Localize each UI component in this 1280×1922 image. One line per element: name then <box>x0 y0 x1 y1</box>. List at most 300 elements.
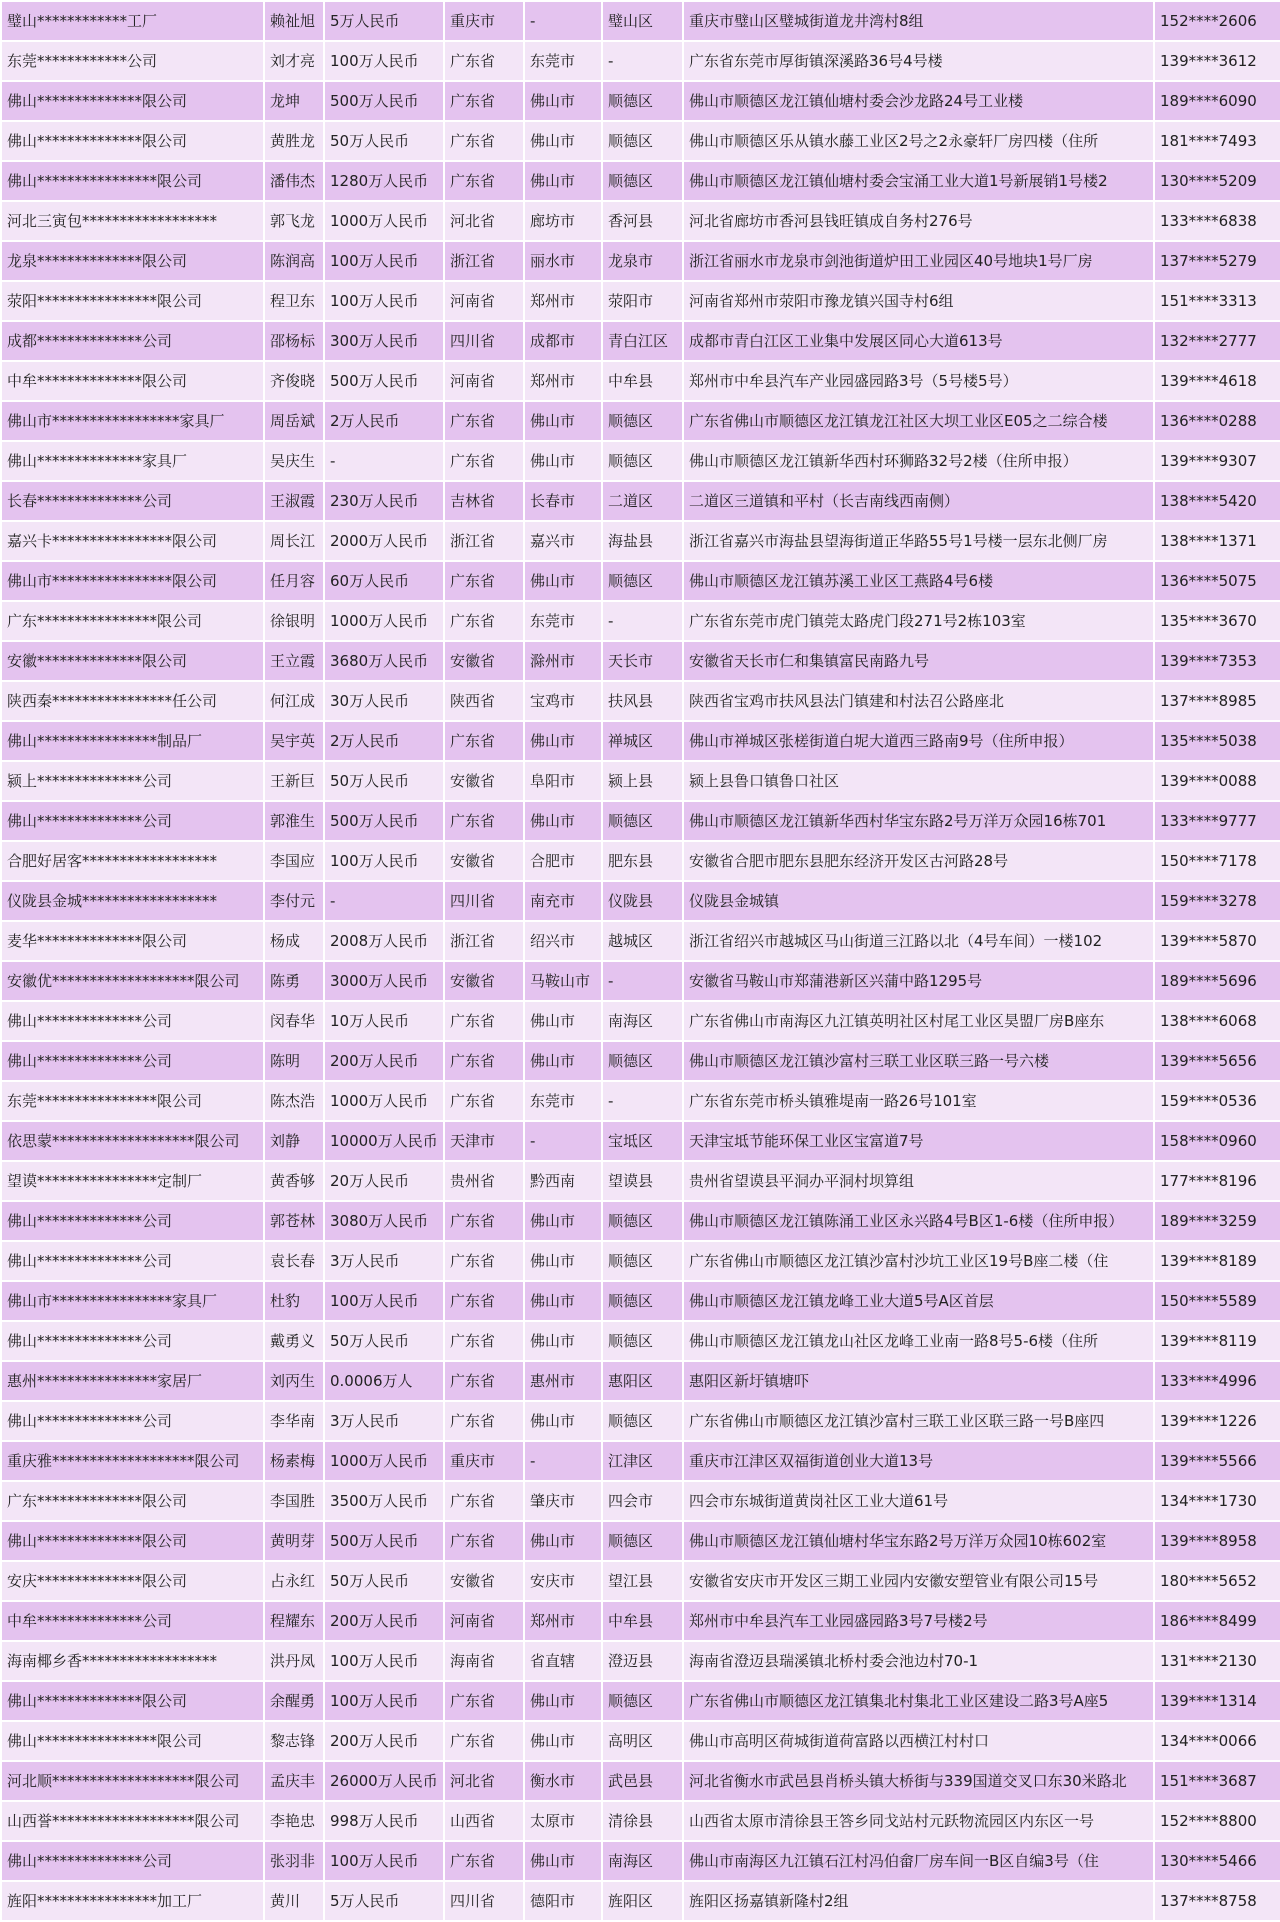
table-row <box>2 1322 1280 1360</box>
table-row <box>2 1402 1280 1440</box>
address-cell: 佛山市顺德区龙江镇龙峰工业大道5号A区首层 <box>684 1282 1153 1320</box>
city-cell: 郑州市 <box>525 362 601 400</box>
company-name-cell: 河北顺*******************限公司 <box>2 1762 263 1800</box>
phone-cell: 137****8758 <box>1155 1882 1280 1920</box>
phone-cell: 177****8196 <box>1155 1162 1280 1200</box>
address-cell: 佛山市顺德区龙江镇苏溪工业区工燕路4号6楼 <box>684 562 1153 600</box>
phone-cell: 135****3670 <box>1155 602 1280 640</box>
table-row <box>2 2 1280 40</box>
legal-person-cell: 邵杨标 <box>265 322 323 360</box>
registered-capital-cell: 10万人民币 <box>325 1002 443 1040</box>
city-cell: 东莞市 <box>525 602 601 640</box>
province-cell: 重庆市 <box>445 2 523 40</box>
registered-capital-cell: 230万人民币 <box>325 482 443 520</box>
district-cell: 顺德区 <box>603 82 682 120</box>
registered-capital-cell: 0.0006万人 <box>325 1362 443 1400</box>
district-cell: 顺德区 <box>603 1322 682 1360</box>
city-cell: - <box>525 1442 601 1480</box>
district-cell: 顺德区 <box>603 442 682 480</box>
district-cell: 顺德区 <box>603 802 682 840</box>
province-cell: 安徽省 <box>445 962 523 1000</box>
company-name-cell: 荥阳****************限公司 <box>2 282 263 320</box>
table-row <box>2 282 1280 320</box>
address-cell: 浙江省嘉兴市海盐县望海街道正华路55号1号楼一层东北侧厂房 <box>684 522 1153 560</box>
province-cell: 广东省 <box>445 602 523 640</box>
table-row <box>2 1282 1280 1320</box>
legal-person-cell: 周岳斌 <box>265 402 323 440</box>
table-row <box>2 802 1280 840</box>
city-cell: - <box>525 1122 601 1160</box>
table-row <box>2 242 1280 280</box>
city-cell: 黔西南 <box>525 1162 601 1200</box>
phone-cell: 139****7353 <box>1155 642 1280 680</box>
table-row <box>2 1122 1280 1160</box>
legal-person-cell: 黄川 <box>265 1882 323 1920</box>
city-cell: 太原市 <box>525 1802 601 1840</box>
phone-cell: 150****5589 <box>1155 1282 1280 1320</box>
company-name-cell: 旌阳****************加工厂 <box>2 1882 263 1920</box>
registered-capital-cell: 20万人民币 <box>325 1162 443 1200</box>
legal-person-cell: 郭飞龙 <box>265 202 323 240</box>
district-cell: 顺德区 <box>603 122 682 160</box>
registered-capital-cell: 500万人民币 <box>325 1522 443 1560</box>
address-cell: 重庆市璧山区璧城街道龙井湾村8组 <box>684 2 1153 40</box>
province-cell: 重庆市 <box>445 1442 523 1480</box>
registered-capital-cell: 998万人民币 <box>325 1802 443 1840</box>
phone-cell: 133****6838 <box>1155 202 1280 240</box>
phone-cell: 139****5656 <box>1155 1042 1280 1080</box>
district-cell: 香河县 <box>603 202 682 240</box>
address-cell: 广东省东莞市桥头镇雅堤南一路26号101室 <box>684 1082 1153 1120</box>
district-cell: 仪陇县 <box>603 882 682 920</box>
address-cell: 郑州市中牟县汽车产业园盛园路3号（5号楼5号） <box>684 362 1153 400</box>
province-cell: 浙江省 <box>445 242 523 280</box>
legal-person-cell: 王淑霞 <box>265 482 323 520</box>
phone-cell: 139****1226 <box>1155 1402 1280 1440</box>
district-cell: 南海区 <box>603 1002 682 1040</box>
table-row <box>2 402 1280 440</box>
city-cell: 省直辖 <box>525 1642 601 1680</box>
district-cell: 天长市 <box>603 642 682 680</box>
address-cell: 佛山市顺德区龙江镇龙山社区龙峰工业南一路8号5-6楼（住所 <box>684 1322 1153 1360</box>
address-cell: 佛山市顺德区龙江镇新华西村华宝东路2号万洋万众园16栋701 <box>684 802 1153 840</box>
district-cell: 璧山区 <box>603 2 682 40</box>
district-cell: 中牟县 <box>603 1602 682 1640</box>
district-cell: 扶风县 <box>603 682 682 720</box>
legal-person-cell: 李国胜 <box>265 1482 323 1520</box>
city-cell: 德阳市 <box>525 1882 601 1920</box>
registered-capital-cell: 100万人民币 <box>325 42 443 80</box>
phone-cell: 189****3259 <box>1155 1202 1280 1240</box>
phone-cell: 159****0536 <box>1155 1082 1280 1120</box>
province-cell: 广东省 <box>445 1042 523 1080</box>
district-cell: 青白江区 <box>603 322 682 360</box>
phone-cell: 139****5566 <box>1155 1442 1280 1480</box>
legal-person-cell: 杨素梅 <box>265 1442 323 1480</box>
address-cell: 安徽省安庆市开发区三期工业园内安徽安塑管业有限公司15号 <box>684 1562 1153 1600</box>
table-row <box>2 1162 1280 1200</box>
legal-person-cell: 赖祉旭 <box>265 2 323 40</box>
legal-person-cell: 孟庆丰 <box>265 1762 323 1800</box>
city-cell: 绍兴市 <box>525 922 601 960</box>
city-cell: - <box>525 2 601 40</box>
legal-person-cell: 何江成 <box>265 682 323 720</box>
address-cell: 仪陇县金城镇 <box>684 882 1153 920</box>
legal-person-cell: 黄胜龙 <box>265 122 323 160</box>
city-cell: 佛山市 <box>525 162 601 200</box>
table-row <box>2 1242 1280 1280</box>
city-cell: 佛山市 <box>525 1202 601 1240</box>
company-name-cell: 安徽优*******************限公司 <box>2 962 263 1000</box>
city-cell: 阜阳市 <box>525 762 601 800</box>
registered-capital-cell: 3000万人民币 <box>325 962 443 1000</box>
city-cell: 佛山市 <box>525 1002 601 1040</box>
registered-capital-cell: 100万人民币 <box>325 1642 443 1680</box>
phone-cell: 130****5209 <box>1155 162 1280 200</box>
registered-capital-cell: 2万人民币 <box>325 722 443 760</box>
registered-capital-cell: 50万人民币 <box>325 122 443 160</box>
company-name-cell: 佛山**************公司 <box>2 802 263 840</box>
district-cell: 顺德区 <box>603 1242 682 1280</box>
table-row <box>2 762 1280 800</box>
address-cell: 浙江省丽水市龙泉市剑池街道炉田工业园区40号地块1号厂房 <box>684 242 1153 280</box>
legal-person-cell: 吴庆生 <box>265 442 323 480</box>
district-cell: 顺德区 <box>603 1682 682 1720</box>
legal-person-cell: 李华南 <box>265 1402 323 1440</box>
table-row <box>2 442 1280 480</box>
phone-cell: 180****5652 <box>1155 1562 1280 1600</box>
company-name-cell: 佛山**************公司 <box>2 1402 263 1440</box>
phone-cell: 139****5870 <box>1155 922 1280 960</box>
legal-person-cell: 李付元 <box>265 882 323 920</box>
address-cell: 佛山市顺德区龙江镇陈涌工业区永兴路4号B区1-6楼（住所申报） <box>684 1202 1153 1240</box>
address-cell: 佛山市顺德区龙江镇仙塘村华宝东路2号万洋万众园10栋602室 <box>684 1522 1153 1560</box>
registered-capital-cell: 3080万人民币 <box>325 1202 443 1240</box>
city-cell: 佛山市 <box>525 1282 601 1320</box>
province-cell: 山西省 <box>445 1802 523 1840</box>
registered-capital-cell: 1000万人民币 <box>325 1082 443 1120</box>
phone-cell: 134****0066 <box>1155 1722 1280 1760</box>
district-cell: 顺德区 <box>603 1042 682 1080</box>
registered-capital-cell: 100万人民币 <box>325 1282 443 1320</box>
district-cell: 望谟县 <box>603 1162 682 1200</box>
phone-cell: 189****5696 <box>1155 962 1280 1000</box>
city-cell: 佛山市 <box>525 1682 601 1720</box>
address-cell: 广东省东莞市虎门镇莞太路虎门段271号2栋103室 <box>684 602 1153 640</box>
company-name-cell: 望谟****************定制厂 <box>2 1162 263 1200</box>
company-name-cell: 中牟**************公司 <box>2 1602 263 1640</box>
company-name-cell: 依思蒙*******************限公司 <box>2 1122 263 1160</box>
legal-person-cell: 郭苍林 <box>265 1202 323 1240</box>
address-cell: 佛山市高明区荷城街道荷富路以西横江村村口 <box>684 1722 1153 1760</box>
address-cell: 佛山市顺德区龙江镇仙塘村委会宝涌工业大道1号新展销1号楼2 <box>684 162 1153 200</box>
registered-capital-cell: 60万人民币 <box>325 562 443 600</box>
province-cell: 广东省 <box>445 1282 523 1320</box>
registered-capital-cell: 200万人民币 <box>325 1722 443 1760</box>
legal-person-cell: 潘伟杰 <box>265 162 323 200</box>
address-cell: 佛山市顺德区龙江镇仙塘村委会沙龙路24号工业楼 <box>684 82 1153 120</box>
company-name-cell: 佛山**************公司 <box>2 1322 263 1360</box>
phone-cell: 130****5466 <box>1155 1842 1280 1880</box>
province-cell: 河北省 <box>445 1762 523 1800</box>
district-cell: - <box>603 1082 682 1120</box>
registered-capital-cell: 50万人民币 <box>325 1562 443 1600</box>
phone-cell: 150****7178 <box>1155 842 1280 880</box>
address-cell: 天津宝坻节能环保工业区宝富道7号 <box>684 1122 1153 1160</box>
table-row <box>2 1682 1280 1720</box>
address-cell: 安徽省天长市仁和集镇富民南路九号 <box>684 642 1153 680</box>
address-cell: 佛山市顺德区龙江镇沙富村三联工业区联三路一号六楼 <box>684 1042 1153 1080</box>
city-cell: 成都市 <box>525 322 601 360</box>
phone-cell: 138****6068 <box>1155 1002 1280 1040</box>
province-cell: 广东省 <box>445 722 523 760</box>
province-cell: 四川省 <box>445 882 523 920</box>
city-cell: 佛山市 <box>525 122 601 160</box>
phone-cell: 132****2777 <box>1155 322 1280 360</box>
registered-capital-cell: 500万人民币 <box>325 362 443 400</box>
registered-capital-cell: 2000万人民币 <box>325 522 443 560</box>
legal-person-cell: 洪丹凤 <box>265 1642 323 1680</box>
address-cell: 四会市东城街道黄岗社区工业大道61号 <box>684 1482 1153 1520</box>
district-cell: 望江县 <box>603 1562 682 1600</box>
company-name-cell: 嘉兴卡****************限公司 <box>2 522 263 560</box>
phone-cell: 181****7493 <box>1155 122 1280 160</box>
registered-capital-cell: 100万人民币 <box>325 282 443 320</box>
phone-cell: 131****2130 <box>1155 1642 1280 1680</box>
province-cell: 广东省 <box>445 1682 523 1720</box>
company-name-cell: 海南椰乡香****************** <box>2 1642 263 1680</box>
company-name-cell: 麦华**************限公司 <box>2 922 263 960</box>
city-cell: 佛山市 <box>525 562 601 600</box>
address-cell: 惠阳区新圩镇塘吓 <box>684 1362 1153 1400</box>
address-cell: 安徽省马鞍山市郑蒲港新区兴蒲中路1295号 <box>684 962 1153 1000</box>
address-cell: 广东省佛山市南海区九江镇英明社区村尾工业区昊盟厂房B座东 <box>684 1002 1153 1040</box>
table-row <box>2 1082 1280 1120</box>
table-row <box>2 1762 1280 1800</box>
province-cell: 广东省 <box>445 1482 523 1520</box>
company-name-cell: 龙泉**************限公司 <box>2 242 263 280</box>
legal-person-cell: 周长江 <box>265 522 323 560</box>
table-row <box>2 722 1280 760</box>
city-cell: 宝鸡市 <box>525 682 601 720</box>
registered-capital-cell: 2万人民币 <box>325 402 443 440</box>
district-cell: 武邑县 <box>603 1762 682 1800</box>
district-cell: 顺德区 <box>603 562 682 600</box>
legal-person-cell: 郭淮生 <box>265 802 323 840</box>
phone-cell: 158****0960 <box>1155 1122 1280 1160</box>
company-name-cell: 惠州****************家居厂 <box>2 1362 263 1400</box>
legal-person-cell: 任月容 <box>265 562 323 600</box>
phone-cell: 139****1314 <box>1155 1682 1280 1720</box>
province-cell: 广东省 <box>445 42 523 80</box>
city-cell: 滁州市 <box>525 642 601 680</box>
province-cell: 陕西省 <box>445 682 523 720</box>
registered-capital-cell: 3万人民币 <box>325 1402 443 1440</box>
city-cell: 佛山市 <box>525 1042 601 1080</box>
district-cell: 顺德区 <box>603 402 682 440</box>
company-name-cell: 佛山市****************家具厂 <box>2 1282 263 1320</box>
table-row <box>2 1522 1280 1560</box>
company-name-cell: 佛山****************制品厂 <box>2 722 263 760</box>
phone-cell: 139****9307 <box>1155 442 1280 480</box>
province-cell: 广东省 <box>445 1522 523 1560</box>
district-cell: 荥阳市 <box>603 282 682 320</box>
phone-cell: 139****8119 <box>1155 1322 1280 1360</box>
table-row <box>2 1482 1280 1520</box>
district-cell: 顺德区 <box>603 1282 682 1320</box>
legal-person-cell: 吴宇英 <box>265 722 323 760</box>
table-row <box>2 842 1280 880</box>
company-name-cell: 璧山************工厂 <box>2 2 263 40</box>
phone-cell: 152****2606 <box>1155 2 1280 40</box>
company-name-cell: 广东**************限公司 <box>2 1482 263 1520</box>
district-cell: 颍上县 <box>603 762 682 800</box>
phone-cell: 133****9777 <box>1155 802 1280 840</box>
province-cell: 浙江省 <box>445 522 523 560</box>
province-cell: 广东省 <box>445 1322 523 1360</box>
city-cell: 佛山市 <box>525 442 601 480</box>
company-name-cell: 佛山**************公司 <box>2 1842 263 1880</box>
address-cell: 二道区三道镇和平村（长吉南线西南侧） <box>684 482 1153 520</box>
company-name-cell: 颍上**************公司 <box>2 762 263 800</box>
registered-capital-cell: 1280万人民币 <box>325 162 443 200</box>
table-row <box>2 1842 1280 1880</box>
phone-cell: 186****8499 <box>1155 1602 1280 1640</box>
city-cell: 马鞍山市 <box>525 962 601 1000</box>
province-cell: 广东省 <box>445 1082 523 1120</box>
company-name-cell: 佛山**************公司 <box>2 1242 263 1280</box>
city-cell: 佛山市 <box>525 402 601 440</box>
province-cell: 海南省 <box>445 1642 523 1680</box>
registered-capital-cell: 1000万人民币 <box>325 602 443 640</box>
company-name-cell: 佛山**************公司 <box>2 1002 263 1040</box>
province-cell: 广东省 <box>445 1722 523 1760</box>
phone-cell: 139****3612 <box>1155 42 1280 80</box>
registered-capital-cell: 500万人民币 <box>325 802 443 840</box>
legal-person-cell: 余醒勇 <box>265 1682 323 1720</box>
city-cell: 佛山市 <box>525 1842 601 1880</box>
legal-person-cell: 袁长春 <box>265 1242 323 1280</box>
province-cell: 安徽省 <box>445 642 523 680</box>
legal-person-cell: 黄香够 <box>265 1162 323 1200</box>
legal-person-cell: 刘才亮 <box>265 42 323 80</box>
legal-person-cell: 杜豹 <box>265 1282 323 1320</box>
table-row <box>2 882 1280 920</box>
legal-person-cell: 王立霞 <box>265 642 323 680</box>
district-cell: 四会市 <box>603 1482 682 1520</box>
province-cell: 广东省 <box>445 402 523 440</box>
legal-person-cell: 张羽非 <box>265 1842 323 1880</box>
city-cell: 肇庆市 <box>525 1482 601 1520</box>
address-cell: 佛山市顺德区龙江镇新华西村环狮路32号2楼（住所申报） <box>684 442 1153 480</box>
registered-capital-cell: 100万人民币 <box>325 1682 443 1720</box>
legal-person-cell: 黎志锋 <box>265 1722 323 1760</box>
registered-capital-cell: 50万人民币 <box>325 1322 443 1360</box>
registered-capital-cell: 200万人民币 <box>325 1602 443 1640</box>
province-cell: 广东省 <box>445 802 523 840</box>
district-cell: 清徐县 <box>603 1802 682 1840</box>
table-row <box>2 202 1280 240</box>
phone-cell: 152****8800 <box>1155 1802 1280 1840</box>
company-name-cell: 陕西秦****************任公司 <box>2 682 263 720</box>
table-row <box>2 562 1280 600</box>
registered-capital-cell: 26000万人民币 <box>325 1762 443 1800</box>
province-cell: 安徽省 <box>445 842 523 880</box>
company-name-cell: 佛山****************限公司 <box>2 162 263 200</box>
phone-cell: 136****0288 <box>1155 402 1280 440</box>
province-cell: 安徽省 <box>445 762 523 800</box>
city-cell: 嘉兴市 <box>525 522 601 560</box>
province-cell: 广东省 <box>445 1842 523 1880</box>
registered-capital-cell: 2008万人民币 <box>325 922 443 960</box>
province-cell: 河南省 <box>445 282 523 320</box>
address-cell: 成都市青白江区工业集中发展区同心大道613号 <box>684 322 1153 360</box>
registered-capital-cell: 10000万人民币 <box>325 1122 443 1160</box>
city-cell: 佛山市 <box>525 1242 601 1280</box>
district-cell: 宝坻区 <box>603 1122 682 1160</box>
company-name-cell: 佛山市****************限公司 <box>2 562 263 600</box>
address-cell: 佛山市顺德区乐从镇水藤工业区2号之2永豪轩厂房四楼（住所 <box>684 122 1153 160</box>
company-name-cell: 佛山**************公司 <box>2 1202 263 1240</box>
registered-capital-cell: 300万人民币 <box>325 322 443 360</box>
city-cell: 廊坊市 <box>525 202 601 240</box>
district-cell: 澄迈县 <box>603 1642 682 1680</box>
phone-cell: 137****8985 <box>1155 682 1280 720</box>
address-cell: 颍上县鲁口镇鲁口社区 <box>684 762 1153 800</box>
address-cell: 浙江省绍兴市越城区马山街道三江路以北（4号车间）一楼102 <box>684 922 1153 960</box>
address-cell: 重庆市江津区双福街道创业大道13号 <box>684 1442 1153 1480</box>
company-name-cell: 重庆雅*******************限公司 <box>2 1442 263 1480</box>
registered-capital-cell: 500万人民币 <box>325 82 443 120</box>
phone-cell: 135****5038 <box>1155 722 1280 760</box>
city-cell: 郑州市 <box>525 1602 601 1640</box>
city-cell: 衡水市 <box>525 1762 601 1800</box>
legal-person-cell: 陈润高 <box>265 242 323 280</box>
legal-person-cell: 陈勇 <box>265 962 323 1000</box>
city-cell: 东莞市 <box>525 1082 601 1120</box>
company-name-cell: 成都**************公司 <box>2 322 263 360</box>
address-cell: 广东省佛山市顺德区龙江镇集北村集北工业区建设二路3号A座5 <box>684 1682 1153 1720</box>
phone-cell: 139****0088 <box>1155 762 1280 800</box>
district-cell: - <box>603 42 682 80</box>
company-name-cell: 安庆**************限公司 <box>2 1562 263 1600</box>
registered-capital-cell: 200万人民币 <box>325 1042 443 1080</box>
registered-capital-cell: 5万人民币 <box>325 2 443 40</box>
city-cell: 佛山市 <box>525 82 601 120</box>
city-cell: 佛山市 <box>525 722 601 760</box>
district-cell: 龙泉市 <box>603 242 682 280</box>
registered-capital-cell: 3680万人民币 <box>325 642 443 680</box>
legal-person-cell: 闵春华 <box>265 1002 323 1040</box>
city-cell: 郑州市 <box>525 282 601 320</box>
city-cell: 佛山市 <box>525 1522 601 1560</box>
company-name-cell: 佛山****************限公司 <box>2 1722 263 1760</box>
company-name-cell: 长春**************公司 <box>2 482 263 520</box>
province-cell: 河北省 <box>445 202 523 240</box>
district-cell: 中牟县 <box>603 362 682 400</box>
registered-capital-cell: 1000万人民币 <box>325 202 443 240</box>
registered-capital-cell: 5万人民币 <box>325 1882 443 1920</box>
legal-person-cell: 李艳忠 <box>265 1802 323 1840</box>
city-cell: 佛山市 <box>525 1322 601 1360</box>
district-cell: 顺德区 <box>603 1202 682 1240</box>
province-cell: 广东省 <box>445 562 523 600</box>
district-cell: 越城区 <box>603 922 682 960</box>
city-cell: 佛山市 <box>525 1402 601 1440</box>
district-cell: 顺德区 <box>603 1522 682 1560</box>
legal-person-cell: 齐俊晓 <box>265 362 323 400</box>
city-cell: 丽水市 <box>525 242 601 280</box>
